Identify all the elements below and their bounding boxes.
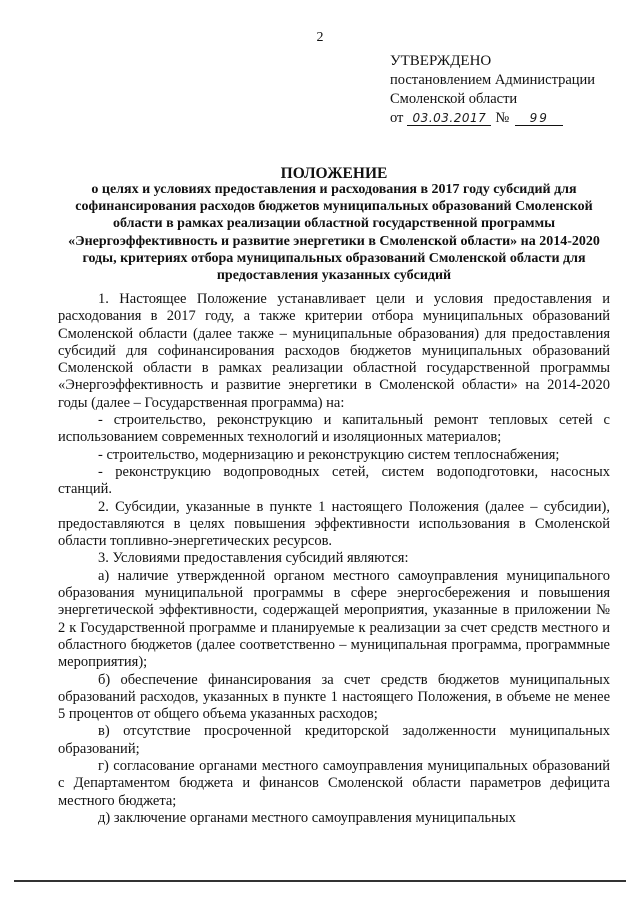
list-item-water-supply: - реконструкцию водопроводных сетей, систем водоподготовки, насосных станций. bbox=[58, 463, 610, 498]
date-prefix: от bbox=[390, 110, 404, 126]
approval-line-2: Смоленской области bbox=[390, 91, 518, 107]
paragraph-2: 2. Субсидии, указанные в пункте 1 настоящего Положения (далее – субсидии), предоставляются в целях повышения эффективности использования в Смоленской области топливно-энергетических ресурсов. bbox=[58, 498, 610, 550]
paragraph-3: 3. Условиями предоставления субсидий являются: bbox=[98, 550, 409, 567]
condition-a: а) наличие утвержденной органом местного самоуправления муниципального образования муниципальной программы в сфере энергосбережения и повышения энергетической эффективности, содержащей мероприятия, указанные в приложении № 2 к Государственной программе и планируемые к реализации за счет средств местного и областного бюджетов (далее соответственно – муниципальная программа, программные мероприятия); bbox=[58, 567, 610, 671]
condition-v: в) отсутствие просроченной кредиторской задолженности муниципальных образований; bbox=[58, 723, 610, 757]
condition-d: д) заключение органами местного самоуправления муниципальных bbox=[98, 809, 516, 826]
condition-b: б) обеспечение финансирования за счет средств бюджетов муниципальных образований расходов, указанных в пункте 1 настоящего Положения, в объеме не менее 5 процентов от общего объема указанных расходов; bbox=[58, 671, 610, 723]
handwritten-date: 03.03.2017 bbox=[407, 111, 491, 126]
page-bottom-rule bbox=[14, 880, 626, 882]
approval-title: УТВЕРЖДЕНО bbox=[390, 53, 492, 69]
document-subtitle: о целях и условиях предоставления и расходования в 2017 году субсидий для софинансирования расходов бюджетов муниципальных образований Смоленской области в рамках реализации областной государственной программы «Энергоэффективность и развитие энергетики в Смоленской области» на 2014-2020 годы, критериях отбора муниципальных образований Смоленской области для предоставления указанных субсидий bbox=[68, 182, 600, 284]
approval-date-row bbox=[390, 109, 620, 128]
approval-line-1: постановлением Администрации bbox=[390, 72, 596, 88]
list-item-heat-networks: - строительство, реконструкцию и капитальный ремонт тепловых сетей с использованием современных технологий и изоляционных материалов; bbox=[58, 412, 610, 446]
approval-stamp bbox=[390, 52, 620, 128]
handwritten-number: 99 bbox=[515, 111, 563, 126]
condition-g: г) согласование органами местного самоуправления муниципальных образований с Департаментом бюджета и финансов Смоленской области параметров дефицита местного бюджета; bbox=[58, 758, 610, 809]
document-title: ПОЛОЖЕНИЕ bbox=[280, 165, 388, 182]
document-body bbox=[58, 291, 610, 827]
page-number: 2 bbox=[316, 30, 324, 45]
list-item-heat-supply: - строительство, модернизацию и реконструкцию систем теплоснабжения; bbox=[98, 446, 560, 463]
paragraph-1: 1. Настоящее Положение устанавливает цели и условия предоставления и расходования в 2017 году, а также критерии отбора муниципальных образований Смоленской области (далее также – муниципальные образования) для предоставления субсидий для софинансирования расходов бюджетов муниципальных образований Смоленской области в рамках реализации областной государственной программы «Энергоэффективность и развитие энергетики в Смоленской области» на 2014-2020 годы (далее – Государственная программа) на: bbox=[58, 291, 610, 411]
number-prefix: № bbox=[495, 110, 510, 126]
